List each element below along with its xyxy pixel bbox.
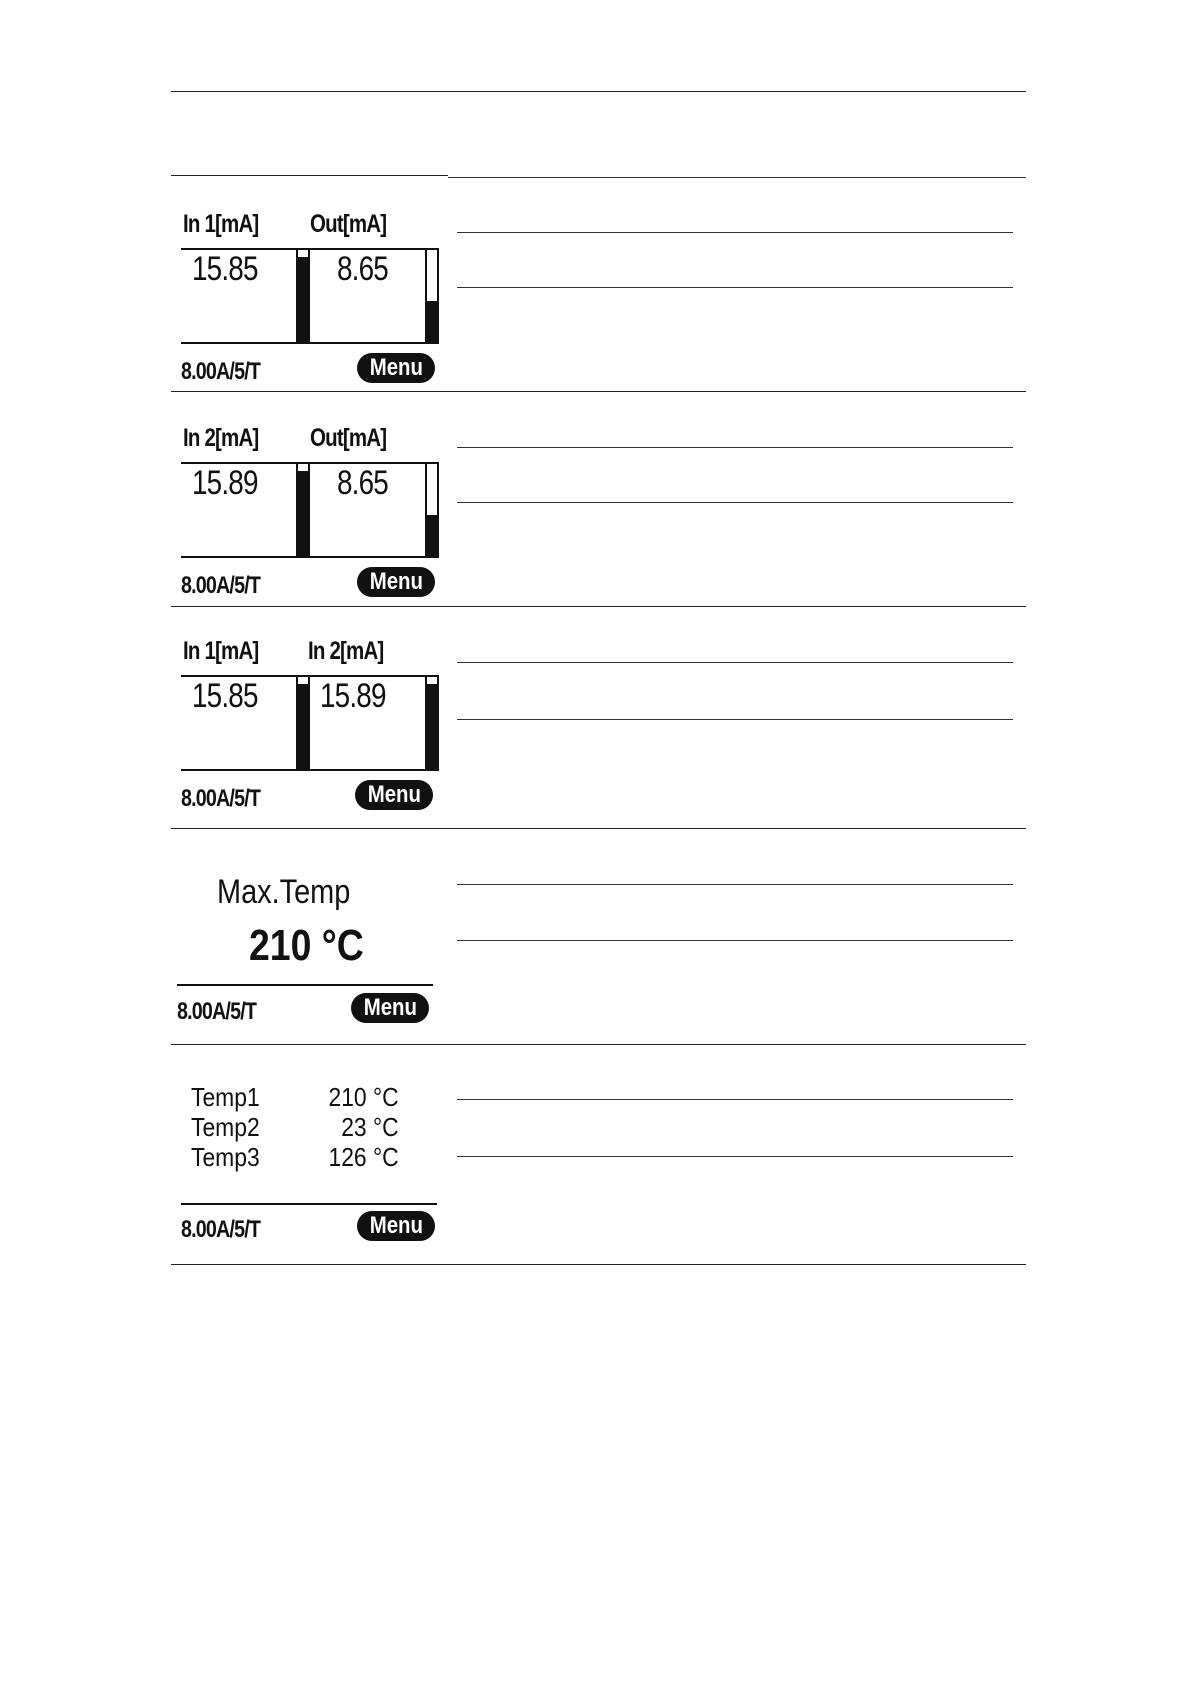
right-channel-value: 8.65 <box>337 250 388 288</box>
right-channel-label: Out[mA] <box>310 210 387 238</box>
menu-button-label: Menu <box>367 781 421 808</box>
section-divider-3 <box>171 828 1026 829</box>
menu-button[interactable] <box>351 993 429 1023</box>
status-text: 8.00A/5/T <box>177 998 257 1025</box>
panel-bottom-border <box>181 769 437 771</box>
right-channel-value: 15.89 <box>320 677 386 715</box>
description-line <box>457 1156 1013 1157</box>
status-text: 8.00A/5/T <box>181 572 261 599</box>
menu-button[interactable] <box>355 780 433 810</box>
temp-name: Temp2 <box>191 1112 260 1142</box>
panel-bottom-border <box>181 556 437 558</box>
panel-bottom-border <box>181 1203 437 1205</box>
lcd-display-temp-list <box>181 1082 445 1268</box>
right-level-bar <box>425 462 439 558</box>
section-divider-4 <box>171 1044 1026 1045</box>
right-level-bar <box>425 675 439 771</box>
menu-button-label: Menu <box>363 994 417 1021</box>
temp-value: 126 °C <box>328 1142 399 1172</box>
status-text: 8.00A/5/T <box>181 785 261 812</box>
status-text: 8.00A/5/T <box>181 1216 261 1243</box>
description-line <box>457 232 1013 233</box>
right-channel-value: 8.65 <box>337 464 388 502</box>
right-level-bar <box>425 248 439 344</box>
menu-button-label: Menu <box>369 568 423 595</box>
menu-button[interactable] <box>357 353 435 383</box>
left-channel-label: In 1[mA] <box>183 637 259 665</box>
left-channel-value: 15.89 <box>192 464 258 502</box>
lcd-display-in1-in2 <box>181 637 445 823</box>
description-line <box>457 502 1013 503</box>
temp-name: Temp1 <box>191 1082 260 1112</box>
menu-button-label: Menu <box>369 354 423 381</box>
top-rule <box>171 91 1026 92</box>
left-level-bar <box>296 248 310 344</box>
left-level-bar <box>296 462 310 558</box>
description-line <box>457 940 1013 941</box>
menu-button-label: Menu <box>369 1212 423 1239</box>
left-channel-label: In 1[mA] <box>183 210 259 238</box>
description-line <box>457 662 1013 663</box>
status-text: 8.00A/5/T <box>181 358 261 385</box>
header-rule-right <box>448 177 1026 178</box>
right-channel-label: Out[mA] <box>310 424 387 452</box>
max-temp-label: Max.Temp <box>217 873 351 911</box>
lcd-display-max-temp <box>177 858 441 1044</box>
description-line <box>457 884 1013 885</box>
max-temp-value: 210 °C <box>249 921 364 970</box>
lcd-display-in2-out <box>181 424 445 610</box>
description-line <box>457 447 1013 448</box>
right-channel-label: In 2[mA] <box>308 637 384 665</box>
description-line <box>457 1099 1013 1100</box>
panel-bottom-border <box>177 984 433 986</box>
temp-value: 210 °C <box>328 1082 399 1112</box>
menu-button[interactable] <box>357 567 435 597</box>
left-channel-value: 15.85 <box>192 250 258 288</box>
description-line <box>457 287 1013 288</box>
left-level-bar <box>296 675 310 771</box>
temp-name: Temp3 <box>191 1142 260 1172</box>
left-channel-value: 15.85 <box>192 677 258 715</box>
left-channel-label: In 2[mA] <box>183 424 259 452</box>
description-line <box>457 719 1013 720</box>
temp-value: 23 °C <box>341 1112 399 1142</box>
menu-button[interactable] <box>357 1211 435 1241</box>
lcd-display-in1-out <box>181 210 445 396</box>
header-rule-left <box>171 175 448 176</box>
panel-bottom-border <box>181 342 437 344</box>
